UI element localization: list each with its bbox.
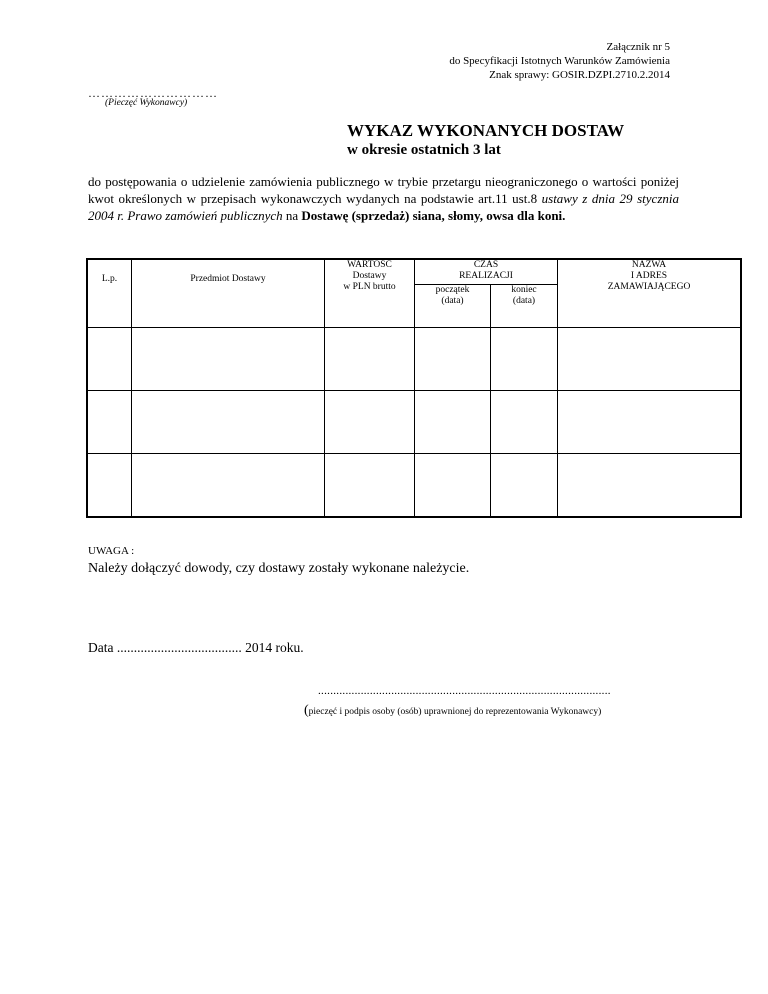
intro-law-reference: ustawy z dnia 29 stycznia 2004 r. Prawo zamówień publicznych — [88, 191, 679, 223]
header-poczatek-line2: (data) — [441, 296, 464, 306]
document-title: WYKAZ WYKONANYCH DOSTAW — [347, 121, 625, 140]
cell-przedmiot[interactable] — [132, 391, 325, 454]
note-text: Należy dołączyć dowody, czy dostawy zostały wykonane należycie. — [88, 561, 470, 576]
intro-subject: Dostawę (sprzedaż) siana, słomy, owsa dla koni. — [301, 208, 566, 223]
intro-paragraph — [88, 173, 679, 224]
note-label: UWAGA : — [88, 545, 135, 557]
header-nazwa-line2: I ADRES — [630, 271, 668, 281]
intro-connector: na — [282, 208, 302, 223]
cell-poczatek[interactable] — [415, 328, 491, 391]
annex-number: Załącznik nr 5 — [606, 41, 670, 53]
cell-koniec[interactable] — [491, 454, 558, 518]
cell-poczatek[interactable] — [415, 454, 491, 518]
header-poczatek — [415, 285, 491, 328]
header-czas — [415, 259, 558, 285]
cell-nazwa[interactable] — [558, 454, 742, 518]
cell-koniec[interactable] — [491, 391, 558, 454]
header-nazwa — [558, 259, 742, 328]
header-wartosc-line2: Dostawy — [352, 271, 387, 281]
header-nazwa-line3: ZAMAWIAJĄCEGO — [607, 282, 691, 292]
header-przedmiot: Przedmiot Dostawy — [132, 259, 325, 328]
cell-poczatek[interactable] — [415, 391, 491, 454]
header-wartosc — [325, 259, 415, 328]
table-row — [87, 454, 741, 518]
header-poczatek-line1: początek — [435, 285, 470, 295]
cell-wartosc[interactable] — [325, 391, 415, 454]
signature-label — [304, 703, 601, 719]
header-czas-line1: CZAS — [473, 260, 499, 270]
annex-spec-reference: do Specyfikacji Istotnych Warunków Zamówienia — [449, 55, 670, 67]
deliveries-table — [86, 258, 742, 518]
header-lp: L.p. — [87, 259, 132, 328]
case-reference: Znak sprawy: GOSIR.DZPI.2710.2.2014 — [489, 69, 670, 81]
cell-koniec[interactable] — [491, 328, 558, 391]
cell-przedmiot[interactable] — [132, 328, 325, 391]
cell-lp[interactable] — [87, 454, 132, 518]
table-row — [87, 391, 741, 454]
signature-dots: ................................................................................................ — [318, 685, 611, 697]
table-row — [87, 328, 741, 391]
header-koniec — [491, 285, 558, 328]
cell-wartosc[interactable] — [325, 454, 415, 518]
document-subtitle: w okresie ostatnich 3 lat — [347, 142, 501, 158]
header-koniec-line1: koniec — [511, 285, 537, 295]
header-nazwa-line1: NAZWA — [631, 260, 667, 270]
date-line: Data ..................................... 2014 roku. — [88, 640, 304, 655]
intro-text: do postępowania o udzielenie zamówienia publicznego w trybie przetargu nieograniczonego o wartości poniżej kwot określonych w przepisach wykonawczych wydanych na podstawie art.11 ust.8 — [88, 174, 679, 206]
cell-nazwa[interactable] — [558, 391, 742, 454]
cell-lp[interactable] — [87, 391, 132, 454]
signature-label-text: pieczęć i podpis osoby (osób) uprawnionej do reprezentowania Wykonawcy) — [308, 707, 602, 717]
header-wartosc-line3: w PLN brutto — [343, 282, 396, 292]
cell-lp[interactable] — [87, 328, 132, 391]
header-wartosc-line1: WARTOŚĆ — [347, 260, 392, 270]
signature-open-paren: ( — [304, 703, 309, 718]
stamp-label: (Pieczęć Wykonawcy) — [105, 98, 188, 108]
header-koniec-line2: (data) — [512, 296, 536, 306]
cell-nazwa[interactable] — [558, 328, 742, 391]
cell-wartosc[interactable] — [325, 328, 415, 391]
stamp-placeholder-dots: ………………………… — [88, 86, 218, 100]
header-czas-line2: REALIZACJI — [459, 271, 513, 281]
cell-przedmiot[interactable] — [132, 454, 325, 518]
